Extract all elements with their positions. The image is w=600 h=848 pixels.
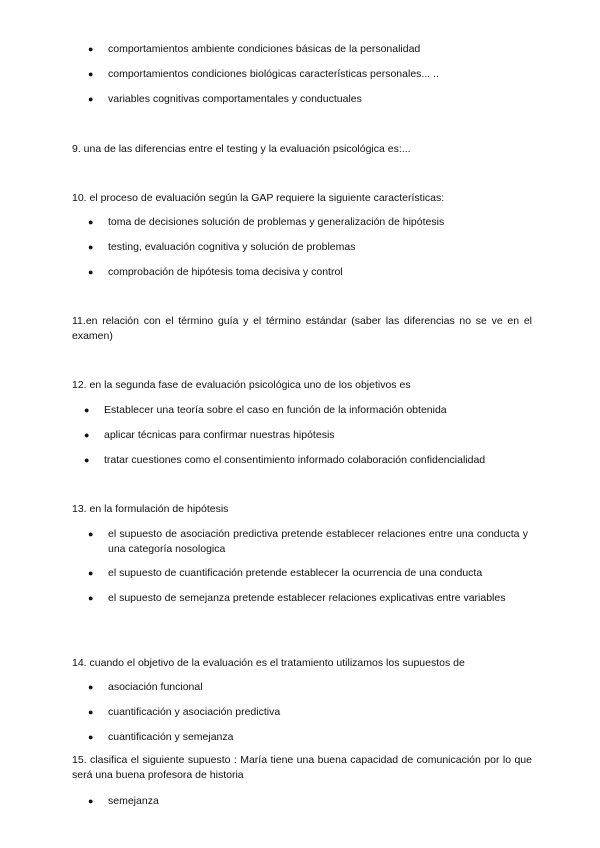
list-item-text: comportamientos condiciones biológicas características personales... .. [108,68,439,80]
list-item-text: testing, evaluación cognitiva y solución de problemas [108,241,356,253]
list-item-text: cuantificación y asociación predictiva [108,706,281,718]
list-item-text: semejanza [108,795,159,807]
question-9: 9. una de las diferencias entre el testing y la evaluación psicológica es:... [72,143,411,155]
list-item-text: el supuesto de cuantificación pretende establecer la ocurrencia de una conducta [108,567,483,579]
bullet-icon: ● [84,430,90,440]
bullet-icon: ● [88,796,94,806]
list-item [88,527,528,557]
list-item-text: el supuesto de semejanza pretende establecer relaciones explicativas entre variables [108,592,506,604]
list-item-text: el supuesto de asociación predictiva pretende establecer relaciones entre una conducta y una categoría nosologica [108,528,528,555]
question-15: 15. clasifica el siguiente supuesto : María tiene una buena capacidad de comunicación por lo que será una buena profesora de historia [72,754,532,781]
list-item [88,794,528,809]
list-item [88,591,528,606]
list-item [88,566,528,581]
list-item [88,92,528,107]
bullet-icon: ● [88,593,94,603]
list-item [88,240,528,255]
bullet-icon: ● [88,217,94,227]
list-item-text: asociación funcional [108,681,203,693]
question-14: 14. cuando el objetivo de la evaluación es el tratamiento utilizamos los supuestos de [72,657,465,669]
question-11: 11.en relación con el término guía y el término estándar (saber las diferencias no se ve en el examen) [72,315,532,342]
list-item [88,67,528,82]
list-item [88,680,528,695]
list-item [84,453,524,468]
bullet-icon: ● [88,44,94,54]
bullet-icon: ● [88,94,94,104]
list-item [84,403,524,418]
bullet-icon: ● [84,405,90,415]
question-13: 13. en la formulación de hipótesis [72,503,229,515]
bullet-icon: ● [84,455,90,465]
bullet-icon: ● [88,267,94,277]
bullet-icon: ● [88,568,94,578]
list-item [84,428,524,443]
list-item-text: comportamientos ambiente condiciones básicas de la personalidad [108,43,421,55]
list-item [88,730,528,745]
bullet-icon: ● [88,242,94,252]
bullet-icon: ● [88,529,94,539]
list-item-text: Establecer una teoría sobre el caso en función de la información obtenida [104,404,447,416]
bullet-icon: ● [88,707,94,717]
list-item-text: comprobación de hipótesis toma decisiva y control [108,266,343,278]
list-item [88,265,528,280]
list-item-text: variables cognitivas comportamentales y conductuales [108,93,362,105]
list-item-text: toma de decisiones solución de problemas y generalización de hipótesis [108,216,445,228]
question-10: 10. el proceso de evaluación según la GAP requiere la siguiente características: [72,192,445,204]
question-12: 12. en la segunda fase de evaluación psicológica uno de los objetivos es [72,379,411,391]
list-item-text: tratar cuestiones como el consentimiento informado colaboración confidencialidad [104,454,486,466]
list-item [88,705,528,720]
list-item [88,42,528,57]
bullet-icon: ● [88,682,94,692]
bullet-icon: ● [88,69,94,79]
list-item [88,215,528,230]
list-item-text: aplicar técnicas para confirmar nuestras hipótesis [104,429,335,441]
bullet-icon: ● [88,732,94,742]
list-item-text: cuantificación y semejanza [108,731,234,743]
